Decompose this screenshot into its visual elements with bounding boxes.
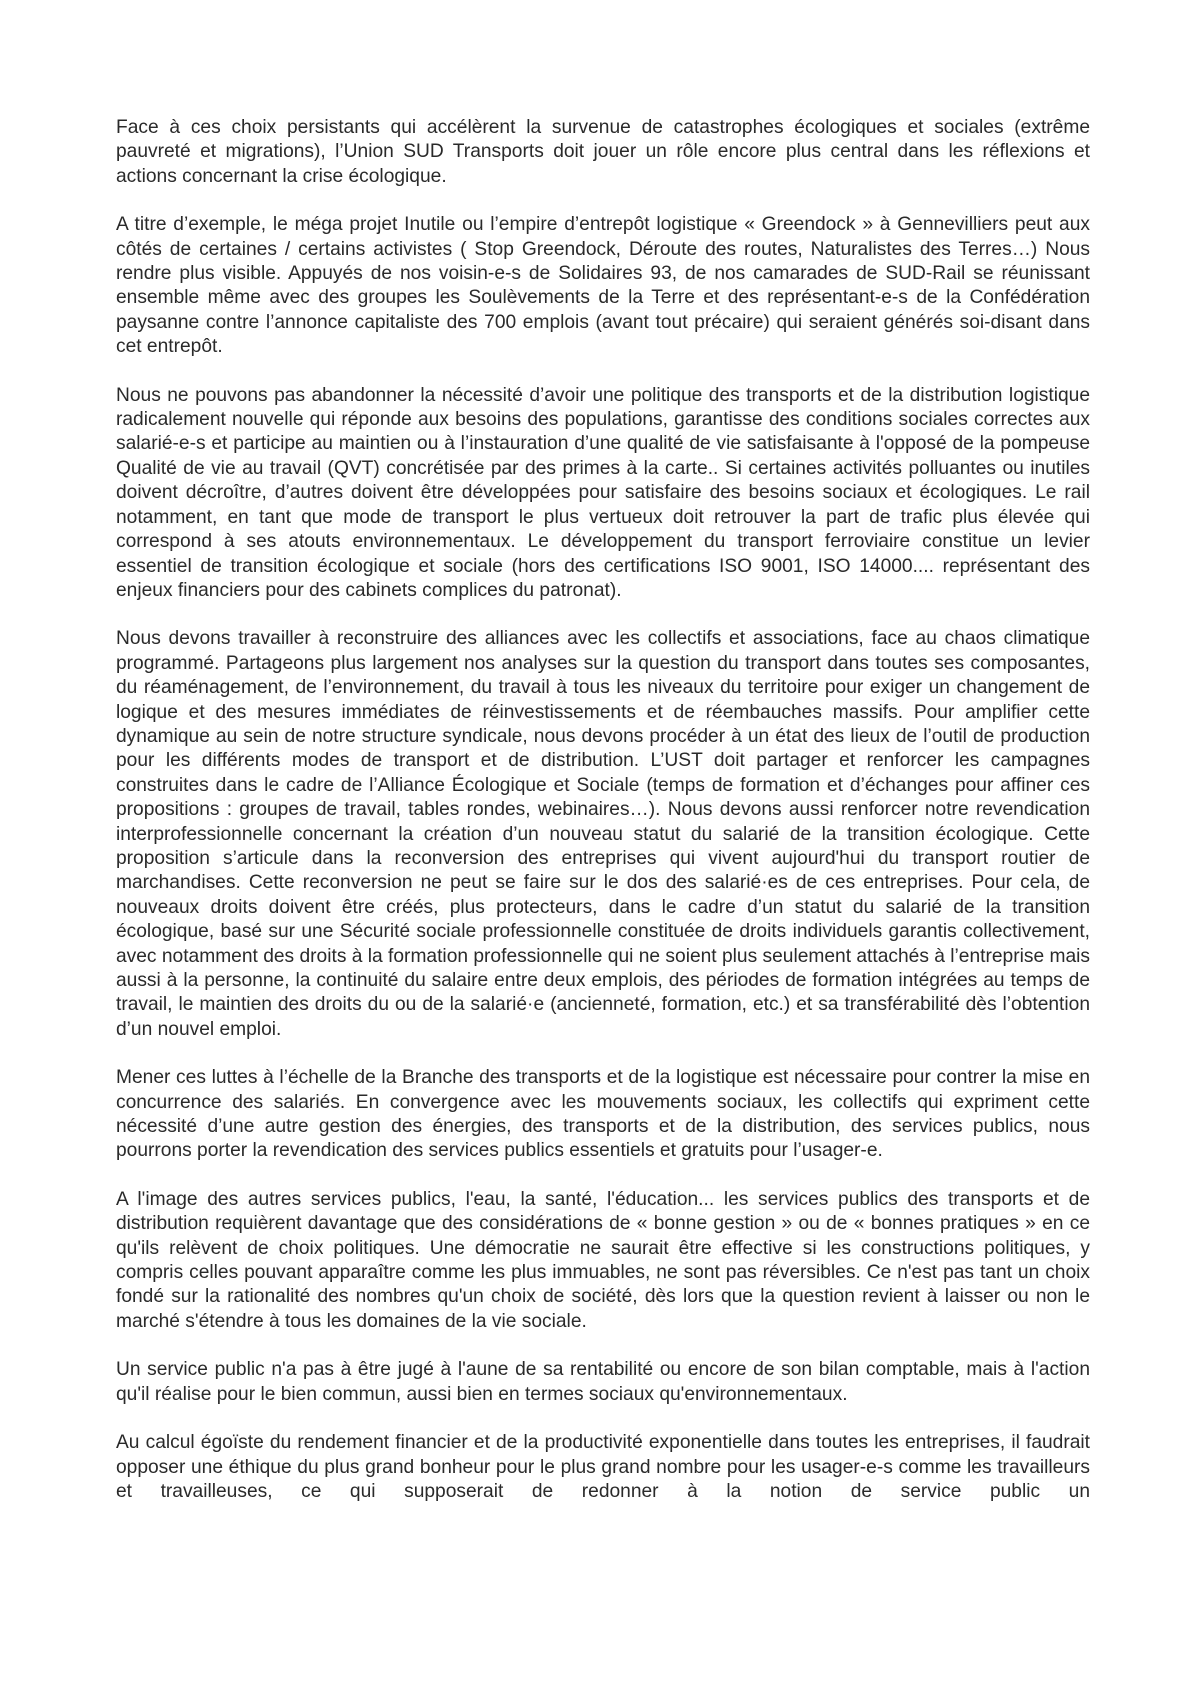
paragraph-ecological-crisis: Face à ces choix persistants qui accélèrent la survenue de catastrophes écologiques et sociales (extrême pauvreté et migrations), l’Union SUD Transports doit jouer un rôle encore plus central dans les réflexions et actions concernant la crise écologique. bbox=[116, 117, 1090, 187]
paragraph-common-good: Un service public n'a pas à être jugé à l'aune de sa rentabilité ou encore de son bilan comptable, mais à l'action qu'il réalise pour le bien commun, aussi bien en termes sociaux qu'environnementaux. bbox=[116, 1359, 1090, 1405]
paragraph-public-services: A l'image des autres services publics, l'eau, la santé, l'éducation... les services publics des transports et de distribution requièrent davantage que des considérations de « bonne gestion » ou de « bonnes pratiques » en ce qu'ils relèvent de choix politiques. Une démocratie ne saurait être effective si les constructions politiques, y compris celles pouvant apparaître comme les plus immuables, ne sont pas réversibles. Ce n'est pas tant un choix fondé sur la rationalité des nombres qu'un choix de société, dès lors que la question revient à laisser ou non le marché s'étendre à tous les domaines de la vie sociale. bbox=[116, 1188, 1090, 1332]
paragraph-ethics: Au calcul égoïste du rendement financier et de la productivité exponentielle dans toutes les entreprises, il faudrait opposer une éthique du plus grand bonheur pour le plus grand nombre pour les usager-e-s comme les travailleurs et travailleuses, ce qui supposerait de redonner à la notion de service public un bbox=[116, 1432, 1090, 1502]
paragraph-alliances: Nous devons travailler à reconstruire des alliances avec les collectifs et associations, face au chaos climatique programmé. Partageons plus largement nos analyses sur la question du transport dans toutes ses composantes, du réaménagement, de l’environnement, du travail à tous les niveaux du territoire pour exiger un changement de logique et des mesures immédiates de réinvestissements et de réembauches massifs. Pour amplifier cette dynamique au sein de notre structure syndicale, nous devons procéder à un état des lieux de l’outil de production pour les différents modes de transport et de distribution. L’UST doit partager et renforcer les campagnes construites dans le cadre de l’Alliance Écologique et Sociale (temps de formation et d’échanges pour affiner ces propositions : groupes de travail, tables rondes, webinaires…). Nous devons aussi renforcer notre revendication interprofessionnelle concernant la création d’un nouveau statut du salarié de la transition écologique. Cette proposition s’articule dans la reconversion des entreprises qui vivent aujourd'hui du transport routier de marchandises. Cette reconversion ne peut se faire sur le dos des salarié·es de ces entreprises. Pour cela, de nouveaux droits doivent être créés, plus protecteurs, dans le cadre d’un statut du salarié de la transition écologique, basé sur une Sécurité sociale professionnelle constituée de droits individuels garantis collectivement, avec notamment des droits à la formation professionnelle qui ne soient plus seulement attachés à l’entreprise mais aussi à la personne, la continuité du salaire entre deux emplois, des périodes de formation intégrées au temps de travail, le maintien des droits du ou de la salarié·e (ancienneté, formation, etc.) et sa transférabilité dès l’obtention d’un nouvel emploi. bbox=[116, 628, 1090, 1040]
paragraph-transport-policy: Nous ne pouvons pas abandonner la nécessité d’avoir une politique des transports et de la distribution logistique radicalement nouvelle qui réponde aux besoins des populations, garantisse des conditions sociales correctes aux salarié-e-s et participe au maintien ou à l’instauration d’une qualité de vie satisfaisante à l'opposé de la pompeuse Qualité de vie au travail (QVT) concrétisée par des primes à la carte.. Si certaines activités polluantes ou inutiles doivent décroître, d’autres doivent être développées pour satisfaire des besoins sociaux et écologiques. Le rail notamment, en tant que mode de transport le plus vertueux doit retrouver la part de trafic plus élevée qui correspond à ses atouts environnementaux. Le développement du transport ferroviaire constitue un levier essentiel de transition écologique et sociale (hors des certifications ISO 9001, ISO 14000.... représentant des enjeux financiers pour des cabinets complices du patronat). bbox=[116, 384, 1090, 601]
paragraph-branch-struggles: Mener ces luttes à l’échelle de la Branche des transports et de la logistique est nécessaire pour contrer la mise en concurrence des salariés. En convergence avec les mouvements sociaux, les collectifs qui expriment cette nécessité d’une autre gestion des énergies, des transports et de la distribution, des services publics, nous pourrons porter la revendication des services publics essentiels et gratuits pour l’usager-e. bbox=[116, 1067, 1090, 1162]
paragraph-greendock-example: A titre d’exemple, le méga projet Inutile ou l’empire d’entrepôt logistique « Greendock » à Gennevilliers peut aux côtés de certaines / certains activistes ( Stop Greendock, Déroute des routes, Naturalistes des Terres…) Nous rendre plus visible. Appuyés de nos voisin-e-s de Solidaires 93, de nos camarades de SUD-Rail se réunissant ensemble même avec des groupes les Soulèvements de la Terre et des représentant-e-s de la Confédération paysanne contre l’annonce capitaliste des 700 emplois (avant tout précaire) qui seraient générés soi-disant dans cet entrepôt. bbox=[116, 214, 1090, 358]
